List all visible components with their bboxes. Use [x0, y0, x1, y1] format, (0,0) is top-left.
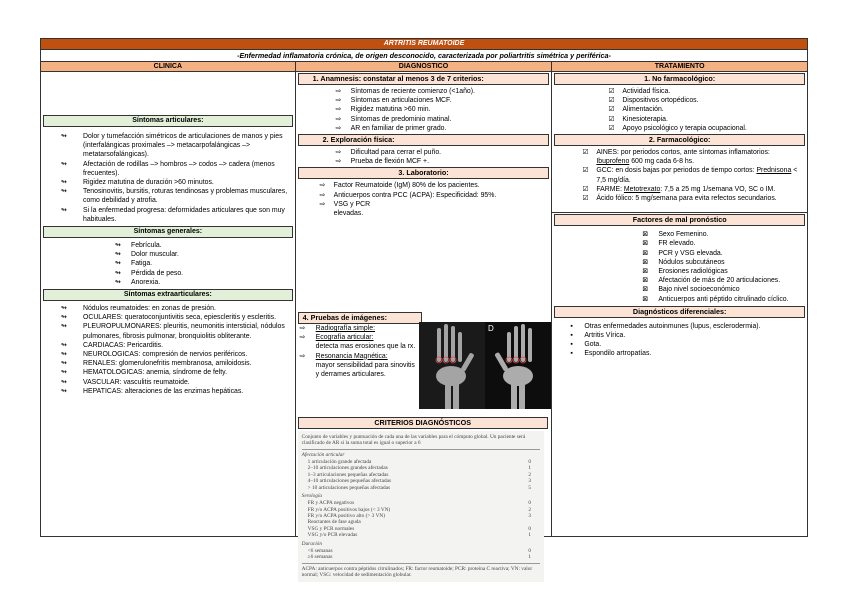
serologia-heading: Serología: [301, 493, 323, 500]
checkbox-icon: ☑: [608, 97, 615, 105]
list-item: ⊠ Bajo nivel socioeconómico: [642, 286, 740, 294]
articulares-list: [41, 132, 293, 224]
laboratorio-heading: 3. Laboratorio:: [298, 167, 550, 179]
criterios-intro: Conjunto de variables y puntuación de cada una de las variables para el cómputo global. Un paciente será clasificado de AR si la suma total es igual o superior a 6: [301, 434, 526, 447]
arrow-bullet-icon: ⇨: [299, 352, 306, 360]
checkbox-icon: ☑: [582, 167, 589, 175]
checkbox-icon: ☑: [608, 88, 615, 95]
boxed-x-icon: ⊠: [642, 249, 649, 257]
list-item: ↬ Febrícula.: [115, 242, 162, 250]
arrow-bullet-icon: ↬: [61, 341, 67, 349]
arrow-bullet-icon: ↬: [61, 369, 67, 377]
boxed-x-icon: ⊠: [642, 277, 649, 285]
list-item: ⇨ Ecografía articular: detecta mas erosiones que la rx.: [299, 334, 416, 351]
list-item: ↬ OCULARES: queratoconjuntivitis seca, epiescleritis y escleritis.: [61, 314, 277, 322]
arrow-bullet-icon: ↬: [61, 314, 67, 322]
arrow-bullet-icon: ⇨: [335, 97, 342, 105]
list-item: ↬ Afectación de rodillas –> hombros –> codos –> cadera (menos frecuentes).: [61, 160, 275, 177]
checkbox-icon: ☑: [608, 106, 615, 114]
arrow-bullet-icon: ⇨: [299, 334, 306, 342]
bullet-dot-icon: ▪: [570, 332, 573, 340]
list-item: ⇨ Factor Reumatoide (IgM) 80% de los pacientes.: [319, 182, 480, 190]
list-item: ☑ Alimentación.: [608, 106, 664, 114]
farm-heading: 2. Farmacológico:: [554, 134, 805, 146]
checkbox-icon: ☑: [582, 149, 589, 157]
clinica-header: CLINICA: [41, 62, 295, 72]
list-item: ⇨ Dificultad para cerrar el puño.: [335, 149, 442, 157]
nofarm-list: [552, 87, 807, 133]
boxed-x-icon: ⊠: [642, 258, 649, 266]
list-item: ⇨ Radiografía simple:: [299, 325, 376, 332]
list-item: ↬ Dolor muscular.: [115, 251, 179, 259]
table-row: <6 semanas 0: [307, 547, 531, 554]
list-item: ⇨ Resonancia Magnética: mayor sensibilidad para sinovitis y derrames articulares.: [299, 352, 415, 379]
arrow-bullet-icon: ⇨: [335, 149, 342, 157]
exploracion-list: [296, 148, 552, 166]
table-row: 4–10 articulaciones pequeñas afectadas 3: [307, 478, 531, 485]
farm-list: [552, 148, 803, 203]
list-item: ▪ Gota.: [570, 341, 602, 349]
bullet-dot-icon: ▪: [570, 341, 573, 349]
table-row: VSG y/o PCR elevadas 1: [307, 532, 531, 539]
list-item: ⇨ Prueba de flexión MCF +.: [335, 158, 429, 166]
list-item: ↬ Si la enfermedad progresa: deformidades articulares que son muy habituales.: [61, 206, 285, 223]
arrow-bullet-icon: ↬: [61, 378, 67, 386]
arrow-bullet-icon: ⇨: [335, 158, 342, 166]
articulares-heading: Síntomas articulares:: [43, 115, 293, 127]
criterios-footnote: ACPA: anticuerpos contra péptidos citrulinados; FR: factor reumatoide; PCR: proteína C reactiva; VN: valor normal; VSG: velocidad de sedimentación globular.: [301, 565, 533, 579]
arrow-bullet-icon: ⇨: [335, 115, 342, 123]
list-item: ↬ HEPATICAS: alteraciones de las enzimas hepáticas.: [61, 387, 244, 395]
arrow-bullet-icon: ⇨: [335, 106, 342, 114]
arrow-bullet-icon: ⇨: [299, 325, 306, 332]
arrow-bullet-icon: ↬: [61, 188, 67, 196]
list-item: ⊠ Anticuerpos anti péptido citrulinado cíclico.: [642, 295, 789, 303]
list-item: ↬ VASCULAR: vasculitis reumatoide.: [61, 378, 190, 386]
bullet-dot-icon: ▪: [570, 322, 573, 330]
boxed-x-icon: ⊠: [642, 268, 649, 276]
table-row: 1 articulación grande afectada 0: [307, 459, 531, 466]
list-item: ☑ GCC: en dosis bajas por periodos de tiempo cortos: Prednisona < 7,5 mg/día.: [582, 167, 798, 184]
hand-xray-drawing: [419, 322, 551, 409]
list-item: ↬ Dolor y tumefacción simétricos de articulaciones de manos y pies (interfalángicas proximales –> metacarpofalángicas –> metatarsofalángicas).: [61, 133, 283, 159]
list-item: ⇨ Síntomas de reciente comienzo (<1año).: [335, 88, 475, 95]
list-item: ↬ PLEUROPULMONARES: pleuritis, neumonitis intersticial, nódulos pulmonares, fibrosis pulmonar, bronquiolitis obliterante.: [61, 323, 285, 340]
arrow-bullet-icon: ↬: [115, 278, 121, 286]
document-subtitle: -Enfermedad inflamatoria crónica, de origen desconocido, caracterizada por poliartritis simétrica y periférica-: [40, 49, 808, 61]
boxed-x-icon: ⊠: [642, 295, 649, 303]
tratamiento-column: [552, 62, 807, 536]
extra-heading: Síntomas extraarticulares:: [43, 289, 293, 301]
arrow-bullet-icon: ↬: [115, 242, 121, 250]
exploracion-heading: 2. Exploración física:: [298, 134, 550, 146]
arrow-bullet-icon: ⇨: [335, 88, 342, 95]
list-item: ☑ FARME: Metotrexato: 7,5 a 25 mg 1/semana VO, SC o IM.: [582, 185, 776, 193]
table-row: > 10 articulaciones pequeñas afectadas 5: [307, 484, 531, 491]
list-item: ☑ Apoyo psicológico y terapia ocupacional.: [608, 124, 747, 132]
malpronostico-heading: Factores de mal pronóstico: [554, 214, 805, 226]
arrow-bullet-icon: ⇨: [319, 191, 326, 199]
list-item: ⇨ Rigidez matutina >60 min.: [335, 106, 431, 114]
checkbox-icon: ☑: [608, 124, 615, 132]
arrow-bullet-icon: ↬: [61, 360, 67, 368]
table-row: 2–10 articulaciones grandes afectadas 1: [307, 465, 531, 472]
list-item: ⊠ Erosiones radiológicas: [642, 268, 728, 276]
xray-letter: D: [487, 324, 494, 333]
criterios-table: [298, 431, 544, 582]
generales-list: [41, 241, 295, 287]
list-item: ⇨ AR en familiar de primer grado.: [335, 124, 447, 132]
list-item: ☑ Kinesioterapia.: [608, 115, 668, 123]
document-sheet: [40, 38, 808, 579]
list-item: ↬ Fatiga.: [115, 260, 153, 268]
list-item: ▪ Artritis Vírica.: [570, 332, 626, 340]
arrow-bullet-icon: ↬: [61, 323, 67, 331]
arrow-bullet-icon: ↬: [61, 305, 67, 313]
arrow-bullet-icon: ↬: [115, 251, 121, 259]
afectacion-heading: Afectación articular: [301, 451, 345, 458]
three-column-table: [40, 61, 808, 579]
arrow-bullet-icon: ⇨: [319, 182, 326, 190]
diferenciales-list: [552, 322, 801, 359]
arrow-bullet-icon: ↬: [115, 269, 121, 277]
list-item: ☑ Dispositivos ortopédicos.: [608, 97, 699, 105]
table-row: ≥6 semanas 1: [307, 554, 531, 561]
imagen-list: [296, 324, 418, 379]
list-item: ⊠ FR elevado.: [642, 240, 696, 248]
criterios-heading: CRITERIOS DIAGNÓSTICOS: [298, 417, 548, 429]
list-item: ⇨ VSG y PCR elevadas.: [319, 200, 371, 218]
table-row: FR y ACPA negativos 0: [307, 500, 531, 507]
hand-xray-image: [419, 322, 551, 409]
list-item: ⊠ PCR y VSG elevada.: [642, 249, 723, 257]
document-title: ARTRITIS REUMATOIDE: [40, 38, 808, 49]
arrow-bullet-icon: ⇨: [335, 124, 342, 132]
extra-list: [41, 304, 291, 396]
list-item: ⊠ Sexo Femenino.: [642, 231, 709, 239]
list-item: ☑ Ácido fólico: 5 mg/semana para evita refectos secundarios.: [582, 195, 777, 203]
nofarm-heading: 1. No farmacológico:: [554, 73, 805, 85]
arrow-bullet-icon: ↬: [115, 260, 121, 268]
list-item: ↬ NEUROLOGICAS: compresión de nervios periféricos.: [61, 351, 248, 359]
list-item: ☑ AINES: por periodos cortos, ante síntomas inflamatorios: Ibuprofeno 600 mg cada 6-8 hs.: [582, 149, 770, 166]
list-item: ↬ Tenosinovitis, bursitis, roturas tendinosas y problemas musculares, como debilidad y atrofia.: [61, 188, 288, 205]
list-item: ↬ Pérdida de peso.: [115, 269, 184, 277]
checkbox-icon: ☑: [608, 115, 615, 123]
list-item: ⊠ Afectación de más de 20 articulaciones.: [642, 277, 781, 285]
checkbox-icon: ☑: [582, 185, 589, 193]
table-row: FR y/o ACPA positivos bajos (< 3 VN) 2: [307, 506, 531, 513]
list-item: ↬ HEMATOLOGICAS: anemia, síndrome de felty.: [61, 369, 227, 377]
bullet-dot-icon: ▪: [570, 350, 573, 358]
arrow-bullet-icon: ↬: [61, 351, 67, 359]
malpronostico-list: [552, 230, 803, 304]
list-item: ☑ Actividad física.: [608, 88, 671, 95]
laboratorio-list: [296, 181, 552, 218]
list-item: ↬ Rigidez matutina de duración >60 minutos.: [61, 179, 214, 187]
anamnesis-heading: 1. Anamnesis: constatar al menos 3 de 7 criterios:: [298, 73, 550, 85]
list-item: ⊠ Nódulos subcutáneos: [642, 258, 725, 266]
list-item: ⇨ Anticuerpos contra PCC (ACPA): Especificidad: 95%.: [319, 191, 497, 199]
table-row: 1–3 articulaciones pequeñas afectadas 2: [307, 471, 531, 478]
list-item: ▪ Espondilo artropatías.: [570, 350, 652, 358]
anamnesis-list: [296, 87, 552, 133]
diagnostico-header: DIAGNOSTICO: [296, 62, 552, 72]
list-item: ▪ Otras enfermedades autoinmunes (lupus, esclerodermia).: [570, 322, 761, 330]
list-item: ⇨ Síntomas en articulaciones MCF.: [335, 97, 452, 105]
list-item: ↬ Nódulos reumatoides: en zonas de presión.: [61, 305, 216, 313]
table-row: Reactantes de fase aguda: [307, 519, 361, 526]
list-item: ↬ CARDIACAS: Pericarditis.: [61, 341, 164, 349]
list-item: ↬ RENALES: glomerulonefritis membranosa, amiloidosis.: [61, 360, 252, 368]
arrow-bullet-icon: ↬: [61, 387, 67, 395]
duracion-heading: Duración: [301, 540, 322, 547]
table-row: VSG y PCR normales 0: [307, 525, 531, 532]
imagen-heading: 4. Pruebas de imágenes:: [298, 312, 422, 324]
diagnostico-column: [296, 62, 553, 579]
clinica-column: [41, 62, 296, 536]
diferenciales-heading: Diagnósticos diferenciales:: [554, 306, 805, 318]
list-item: ⇨ Síntomas de predominio matinal.: [335, 115, 452, 123]
criterios-section: [298, 417, 548, 582]
arrow-bullet-icon: ↬: [61, 179, 67, 187]
list-item: ↬ Anorexia.: [115, 278, 161, 286]
tratamiento-header: TRATAMIENTO: [552, 62, 807, 72]
boxed-x-icon: ⊠: [642, 286, 649, 294]
arrow-bullet-icon: ⇨: [319, 200, 326, 208]
arrow-bullet-icon: ↬: [61, 206, 67, 214]
table-row: FR y/o ACPA positivo alto (> 3 VN) 3: [307, 513, 531, 520]
generales-heading: Síntomas generales:: [43, 226, 293, 238]
arrow-bullet-icon: ↬: [61, 133, 67, 140]
boxed-x-icon: ⊠: [642, 240, 649, 248]
checkbox-icon: ☑: [582, 195, 589, 203]
arrow-bullet-icon: ↬: [61, 160, 67, 168]
boxed-x-icon: ⊠: [642, 231, 649, 239]
